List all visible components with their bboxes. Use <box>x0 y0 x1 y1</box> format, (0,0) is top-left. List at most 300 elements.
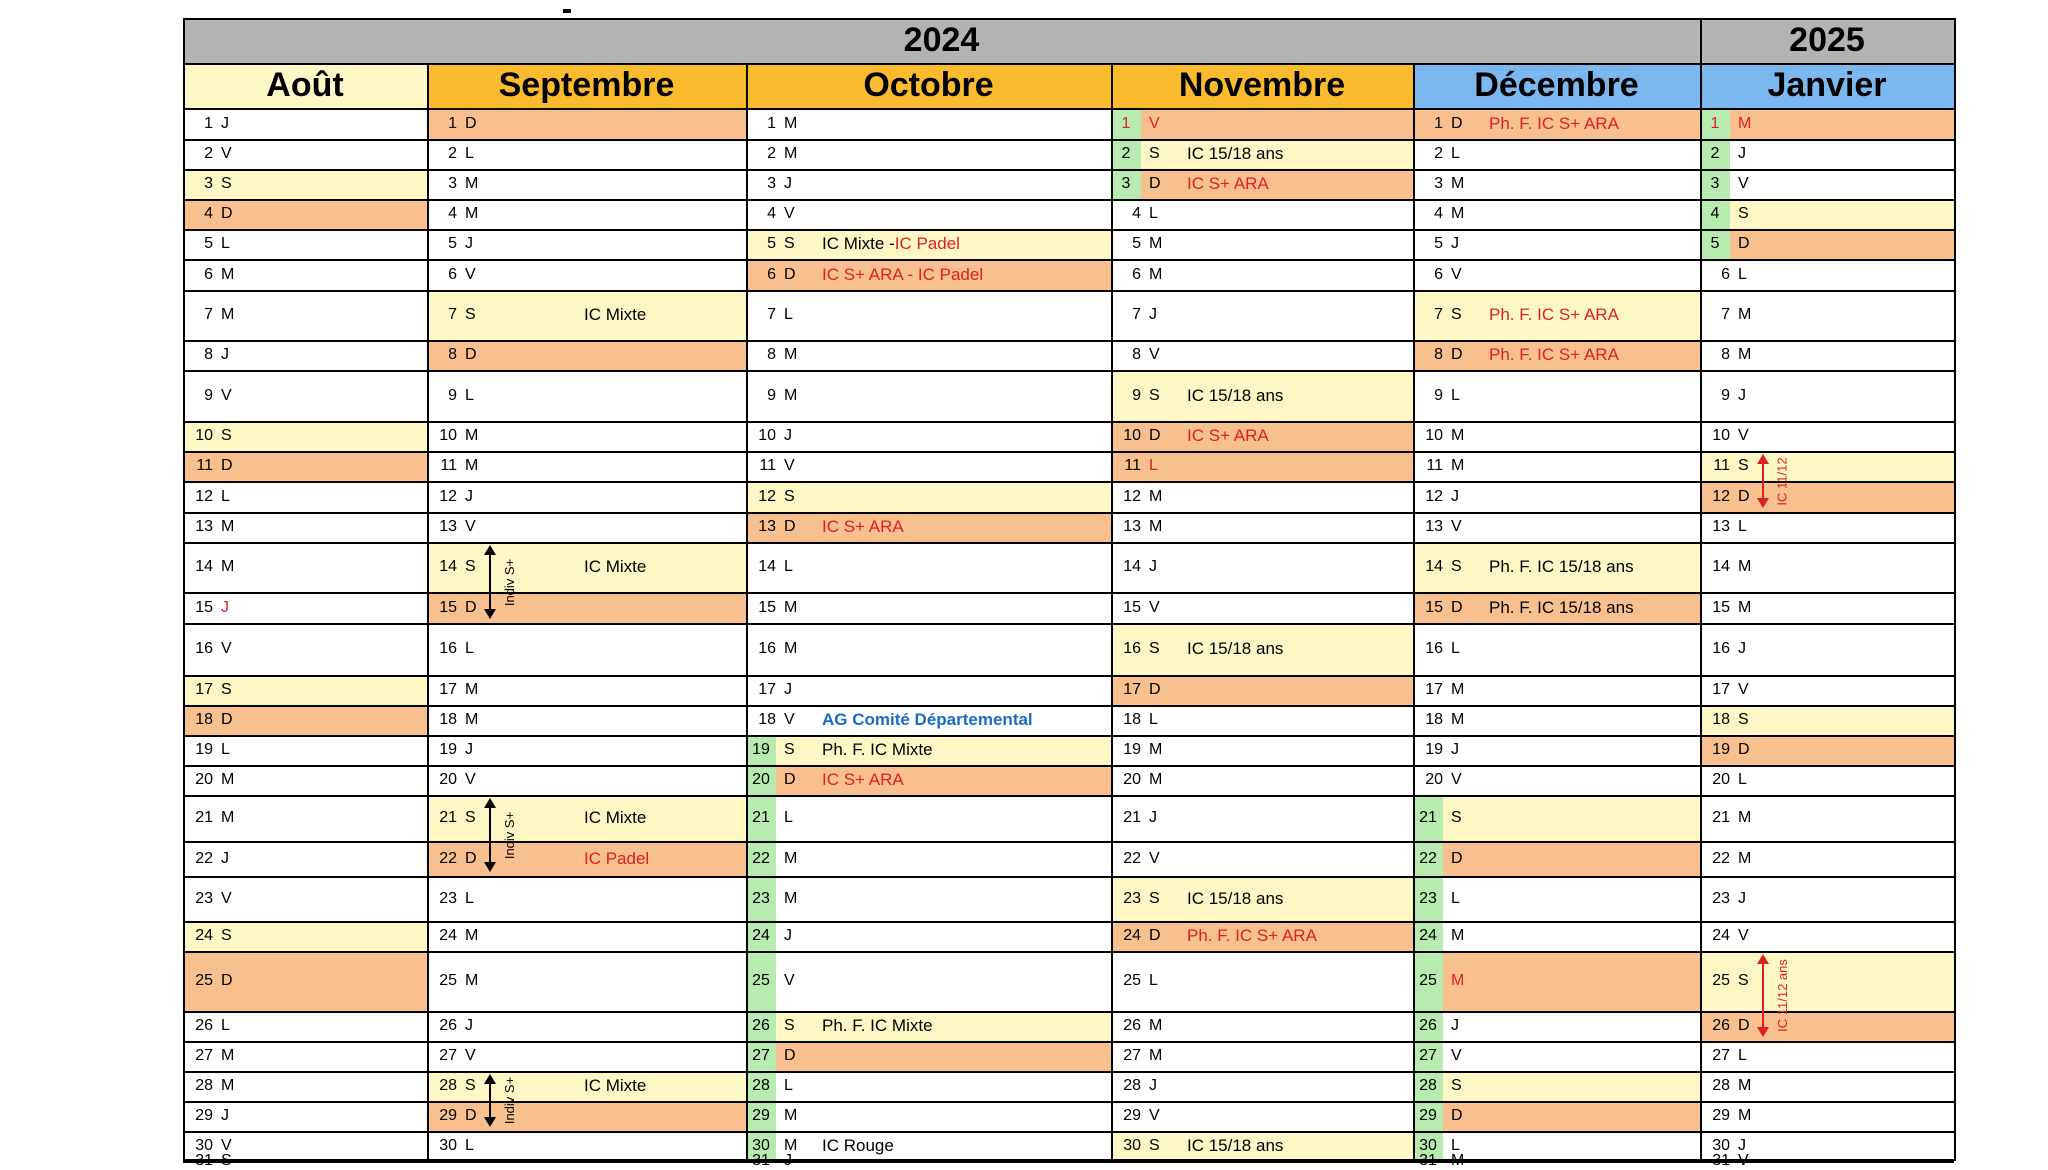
day-letter: D <box>1738 1017 1750 1034</box>
day-number: 17 <box>1123 681 1141 698</box>
day-number: 7 <box>204 306 213 323</box>
day-letter: V <box>1738 175 1749 192</box>
day-letter: V <box>1738 681 1749 698</box>
day-number: 16 <box>1712 640 1730 657</box>
year-header-2025: 2025 <box>1700 18 1954 63</box>
day-number: 26 <box>1123 1017 1141 1034</box>
day-letter: J <box>1738 889 1746 907</box>
month-header: Octobre <box>746 63 1111 108</box>
day-number: 18 <box>758 711 776 728</box>
day-letter: D <box>1738 235 1750 252</box>
day-letter: V <box>1451 265 1462 283</box>
day-number: 22 <box>1712 849 1730 867</box>
day-number: 28 <box>195 1077 213 1094</box>
day-letter: J <box>1451 741 1459 758</box>
day-letter: S <box>1451 1077 1462 1094</box>
day-letter: D <box>221 711 233 728</box>
day-number: 2 <box>767 145 776 162</box>
day-letter: S <box>465 809 476 826</box>
day-number: 3 <box>204 175 213 192</box>
day-letter: M <box>784 849 798 867</box>
arrow-up-icon <box>484 545 496 555</box>
day-letter: M <box>1149 741 1163 758</box>
day-number: 25 <box>1123 972 1141 989</box>
day-number: 17 <box>758 681 776 698</box>
day-number: 8 <box>204 346 213 363</box>
day-letter: M <box>1738 1077 1752 1094</box>
month-header: Août <box>183 63 427 108</box>
day-number: 14 <box>1425 558 1443 575</box>
day-number: 6 <box>1132 265 1141 283</box>
day-number: 28 <box>1712 1077 1730 1094</box>
day-letter: V <box>1451 771 1462 788</box>
day-number: 13 <box>1712 518 1730 535</box>
day-letter: L <box>784 809 793 826</box>
day-number: 14 <box>195 558 213 575</box>
day-number: 27 <box>1712 1047 1730 1064</box>
day-number: 22 <box>439 849 457 867</box>
day-number: 12 <box>1425 487 1443 505</box>
day-number: 1 <box>1434 114 1443 132</box>
event-text: IC Rouge <box>822 1136 894 1155</box>
day-letter: L <box>221 487 230 505</box>
day-letter: J <box>1451 235 1459 252</box>
day-number: 27 <box>1123 1047 1141 1064</box>
day-number: 9 <box>767 386 776 404</box>
day-letter: V <box>784 711 795 728</box>
grid-line <box>183 1161 1954 1163</box>
day-number: 2 <box>204 145 213 162</box>
day-letter: S <box>784 487 795 505</box>
day-letter: S <box>784 1017 795 1034</box>
range-label: Indiv S+ <box>501 558 517 606</box>
day-letter: J <box>784 175 792 192</box>
day-letter: S <box>221 175 232 192</box>
day-letter: M <box>221 1047 235 1064</box>
day-letter: M <box>1451 427 1465 444</box>
day-letter: M <box>784 386 798 404</box>
day-letter: M <box>1149 518 1163 535</box>
event-text: Ph. F. IC 15/18 ans <box>1489 557 1634 576</box>
day-number: 4 <box>1132 205 1141 222</box>
day-letter: L <box>1738 518 1747 535</box>
day-letter: D <box>784 265 796 283</box>
day-number: 27 <box>439 1047 457 1064</box>
event-text: Ph. F. IC S+ ARA <box>1187 926 1317 945</box>
day-number: 14 <box>1123 558 1141 575</box>
day-number: 11 <box>1426 457 1443 474</box>
day-letter: D <box>1738 487 1750 505</box>
range-arrow <box>484 798 496 872</box>
day-number: 20 <box>752 771 770 788</box>
day-letter: V <box>1149 849 1160 867</box>
day-letter: L <box>1738 771 1747 788</box>
event-text: Ph. F. IC 15/18 ans <box>1489 597 1634 617</box>
day-letter: J <box>465 741 473 758</box>
day-number: 29 <box>195 1107 213 1124</box>
day-letter: D <box>465 114 477 132</box>
day-letter: V <box>784 457 795 474</box>
day-letter: D <box>465 598 477 616</box>
day-letter: M <box>465 175 479 192</box>
day-letter: J <box>465 1017 473 1034</box>
day-number: 29 <box>439 1107 457 1124</box>
day-letter: V <box>465 518 476 535</box>
day-number: 13 <box>1123 518 1141 535</box>
day-number: 29 <box>1712 1107 1730 1124</box>
day-number: 24 <box>1419 927 1437 944</box>
day-number: 8 <box>448 346 457 363</box>
day-number: 4 <box>1710 205 1720 222</box>
arrow-up-icon <box>1757 454 1769 464</box>
day-number: 30 <box>195 1137 213 1154</box>
day-letter: J <box>1451 487 1459 505</box>
event-text: IC S+ ARA <box>1187 426 1269 445</box>
month-header: Décembre <box>1413 63 1700 108</box>
day-letter: M <box>465 972 479 989</box>
day-letter: M <box>1451 972 1465 989</box>
day-number: 22 <box>1123 849 1141 867</box>
day-letter: S <box>465 306 476 323</box>
day-letter: L <box>1451 889 1460 907</box>
day-letter: D <box>1451 849 1463 867</box>
day-letter: L <box>1149 711 1158 728</box>
day-number: 8 <box>1434 346 1443 363</box>
day-number: 28 <box>439 1077 457 1094</box>
day-number: 15 <box>1425 598 1443 616</box>
day-letter: J <box>1451 1017 1459 1034</box>
day-number: 15 <box>1712 598 1730 616</box>
day-letter: L <box>465 889 474 907</box>
day-letter: V <box>221 1137 232 1154</box>
day-letter: M <box>465 711 479 728</box>
event-text: IC Mixte <box>584 557 647 576</box>
day-letter: M <box>1738 1107 1752 1124</box>
day-letter: M <box>1738 306 1752 323</box>
day-number: 15 <box>1123 598 1141 616</box>
day-letter: V <box>1738 927 1749 944</box>
day-number: 24 <box>195 927 213 944</box>
year-header-2024: 2024 <box>183 18 1700 63</box>
day-number: 17 <box>1712 681 1730 698</box>
day-number: 18 <box>195 711 213 728</box>
day-number: 13 <box>1425 518 1443 535</box>
day-letter: M <box>1738 346 1752 363</box>
day-number: 1 <box>1121 114 1131 132</box>
day-letter: M <box>1451 205 1465 222</box>
day-letter: J <box>1738 640 1746 657</box>
day-number: 12 <box>195 487 213 505</box>
day-letter: M <box>1149 771 1163 788</box>
day-number: 19 <box>1425 741 1443 758</box>
day-number: 10 <box>195 427 213 444</box>
grid-line <box>183 1159 1954 1161</box>
day-number: 5 <box>767 235 776 252</box>
day-letter: S <box>1738 711 1749 728</box>
day-letter: V <box>221 640 232 657</box>
day-letter: L <box>1451 386 1460 404</box>
day-letter: M <box>1738 598 1752 616</box>
day-number: 16 <box>1425 640 1443 657</box>
day-number: 1 <box>1710 114 1720 132</box>
day-number: 5 <box>1710 235 1720 252</box>
day-number: 16 <box>195 640 213 657</box>
arrow-up-icon <box>484 1074 496 1084</box>
day-number: 28 <box>752 1077 770 1094</box>
day-number: 11 <box>1124 457 1141 474</box>
day-number: 28 <box>1419 1077 1437 1094</box>
day-letter: L <box>1451 145 1460 162</box>
range-arrow <box>1757 954 1769 1037</box>
day-number: 20 <box>1123 771 1141 788</box>
day-number: 23 <box>195 889 213 907</box>
day-number: 10 <box>1425 427 1443 444</box>
day-number: 29 <box>752 1107 770 1124</box>
day-letter: M <box>1149 235 1163 252</box>
day-number: 27 <box>195 1047 213 1064</box>
day-letter: M <box>465 205 479 222</box>
day-number: 25 <box>752 972 770 989</box>
day-letter: M <box>465 427 479 444</box>
arrow-down-icon <box>484 862 496 872</box>
day-letter: V <box>1149 598 1160 616</box>
event-text: IC 15/18 ans <box>1187 385 1284 405</box>
event-text: IC S+ ARA <box>822 770 904 789</box>
day-number: 13 <box>758 518 776 535</box>
day-number: 10 <box>439 427 457 444</box>
day-letter: D <box>221 972 233 989</box>
day-letter: D <box>1451 1107 1463 1124</box>
day-letter: L <box>465 640 474 657</box>
day-letter: M <box>784 1107 798 1124</box>
day-letter: D <box>1149 681 1161 698</box>
day-number: 10 <box>1123 427 1141 444</box>
day-number: 25 <box>1419 972 1437 989</box>
day-number: 16 <box>1123 640 1141 657</box>
day-letter: M <box>1738 114 1752 132</box>
day-number: 11 <box>1713 457 1730 474</box>
day-number: 7 <box>1721 306 1730 323</box>
event-text: IC S+ ARA - IC Padel <box>822 264 984 284</box>
day-number: 21 <box>1712 809 1730 826</box>
day-letter: D <box>221 457 233 474</box>
day-letter: J <box>1149 1077 1157 1094</box>
day-number: 22 <box>195 849 213 867</box>
month-header: Novembre <box>1111 63 1413 108</box>
day-letter: J <box>465 487 473 505</box>
day-letter: J <box>221 598 229 616</box>
day-letter: L <box>1738 1047 1747 1064</box>
event-text: Ph. F. IC S+ ARA <box>1489 113 1619 133</box>
day-letter: L <box>1149 205 1158 222</box>
day-number: 12 <box>1123 487 1141 505</box>
day-number: 30 <box>1123 1137 1141 1154</box>
day-number: 4 <box>1434 205 1443 222</box>
day-number: 3 <box>1121 175 1131 192</box>
day-number: 4 <box>448 205 457 222</box>
day-letter: M <box>221 809 235 826</box>
day-letter: M <box>221 265 235 283</box>
event-text: IC 15/18 ans <box>1187 888 1284 908</box>
day-letter: M <box>1738 809 1752 826</box>
day-number: 9 <box>1434 386 1443 404</box>
day-letter: L <box>465 1137 474 1154</box>
day-letter: S <box>221 427 232 444</box>
day-letter: M <box>784 114 798 132</box>
day-letter: L <box>1149 972 1158 989</box>
range-arrow <box>484 1074 496 1127</box>
day-number: 26 <box>752 1017 770 1034</box>
day-number: 18 <box>439 711 457 728</box>
day-letter: J <box>221 346 229 363</box>
day-number: 30 <box>752 1137 770 1154</box>
day-number: 12 <box>439 487 457 505</box>
day-number: 22 <box>1419 849 1437 867</box>
day-letter: S <box>784 741 795 758</box>
arrow-down-icon <box>1757 1027 1769 1037</box>
arrow-up-icon <box>1757 954 1769 964</box>
day-number: 2 <box>1434 145 1443 162</box>
event-text: IC Padel <box>894 234 960 253</box>
day-number: 3 <box>1434 175 1443 192</box>
day-number: 11 <box>196 457 213 474</box>
day-number: 3 <box>448 175 457 192</box>
event-text: AG Comité Départemental <box>822 710 1033 729</box>
day-number: 29 <box>1123 1107 1141 1124</box>
day-letter: V <box>1149 1107 1160 1124</box>
day-number: 4 <box>204 205 213 222</box>
day-letter: D <box>1451 346 1463 363</box>
range-arrow <box>1757 454 1769 508</box>
day-number: 14 <box>1712 558 1730 575</box>
day-number: 2 <box>448 145 457 162</box>
day-number: 30 <box>439 1137 457 1154</box>
day-number: 17 <box>1425 681 1443 698</box>
day-number: 26 <box>439 1017 457 1034</box>
event-text: IC Padel <box>584 848 650 868</box>
event-text: IC Mixte <box>584 808 647 827</box>
day-letter: S <box>784 235 795 252</box>
day-letter: J <box>784 927 792 944</box>
range-label: Indiv S+ <box>501 1076 517 1125</box>
day-number: 23 <box>1712 889 1730 907</box>
day-number: 18 <box>1712 711 1730 728</box>
day-letter: J <box>1149 809 1157 826</box>
day-letter: M <box>1149 265 1163 283</box>
day-letter: M <box>784 598 798 616</box>
day-number: 3 <box>767 175 776 192</box>
day-letter: J <box>1149 558 1157 575</box>
day-number: 18 <box>1425 711 1443 728</box>
arrow-down-icon <box>484 609 496 619</box>
day-letter: M <box>784 346 798 363</box>
day-letter: V <box>784 972 795 989</box>
day-letter: D <box>784 518 796 535</box>
day-number: 24 <box>1712 927 1730 944</box>
day-number: 15 <box>758 598 776 616</box>
day-letter: M <box>1451 457 1465 474</box>
day-letter: S <box>1149 386 1160 404</box>
day-letter: M <box>1738 849 1752 867</box>
day-letter: V <box>465 771 476 788</box>
day-letter: M <box>1451 175 1465 192</box>
day-letter: M <box>1451 681 1465 698</box>
range-arrow <box>484 545 496 619</box>
day-number: 12 <box>758 487 776 505</box>
day-number: 26 <box>1712 1017 1730 1034</box>
day-number: 23 <box>1419 889 1437 907</box>
day-letter: V <box>221 386 232 404</box>
day-letter: D <box>465 346 477 363</box>
day-letter: S <box>1738 457 1749 474</box>
day-letter: V <box>221 145 232 162</box>
day-letter: V <box>465 265 476 283</box>
day-letter: L <box>465 386 474 404</box>
day-number: 19 <box>195 741 213 758</box>
day-letter: M <box>1451 711 1465 728</box>
day-letter: L <box>1451 640 1460 657</box>
day-letter: D <box>1149 927 1161 944</box>
day-number: 14 <box>758 558 776 575</box>
day-number: 21 <box>1419 809 1437 826</box>
day-letter: M <box>465 457 479 474</box>
arrow-down-icon <box>484 1117 496 1127</box>
day-number: 10 <box>1712 427 1730 444</box>
day-letter: J <box>1149 306 1157 323</box>
day-number: 7 <box>767 306 776 323</box>
day-letter: V <box>1149 114 1160 132</box>
range-label: IC 11/12 ans <box>1774 959 1790 1032</box>
day-number: 8 <box>1132 346 1141 363</box>
day-number: 24 <box>1123 927 1141 944</box>
day-letter: M <box>221 558 235 575</box>
day-letter: J <box>784 681 792 698</box>
day-number: 30 <box>1712 1137 1730 1154</box>
day-number: 16 <box>758 640 776 657</box>
event-text: Ph. F. IC S+ ARA <box>1489 345 1619 364</box>
day-letter: L <box>784 558 793 575</box>
day-letter: J <box>221 1107 229 1124</box>
day-number: 19 <box>1712 741 1730 758</box>
day-letter: V <box>1451 518 1462 535</box>
day-letter: V <box>221 889 232 907</box>
day-number: 30 <box>1419 1137 1437 1154</box>
event-text: IC 15/18 ans <box>1187 1136 1284 1155</box>
arrow-up-icon <box>484 798 496 808</box>
month-header: Septembre <box>427 63 746 108</box>
day-letter: J <box>465 235 473 252</box>
day-letter: D <box>1738 741 1750 758</box>
day-letter: L <box>1451 1137 1460 1154</box>
day-letter: M <box>1149 1017 1163 1034</box>
day-letter: S <box>1451 809 1462 826</box>
day-number: 9 <box>448 386 457 404</box>
day-letter: M <box>784 889 798 907</box>
day-number: 15 <box>195 598 213 616</box>
day-number: 1 <box>204 114 213 132</box>
day-number: 5 <box>204 235 213 252</box>
day-letter: M <box>221 1077 235 1094</box>
day-letter: M <box>465 927 479 944</box>
day-number: 16 <box>439 640 457 657</box>
day-letter: M <box>784 640 798 657</box>
day-number: 11 <box>440 457 457 474</box>
day-letter: J <box>1738 386 1746 404</box>
day-number: 23 <box>1123 889 1141 907</box>
day-letter: D <box>1149 175 1161 192</box>
day-number: 23 <box>439 889 457 907</box>
day-letter: V <box>784 205 795 222</box>
